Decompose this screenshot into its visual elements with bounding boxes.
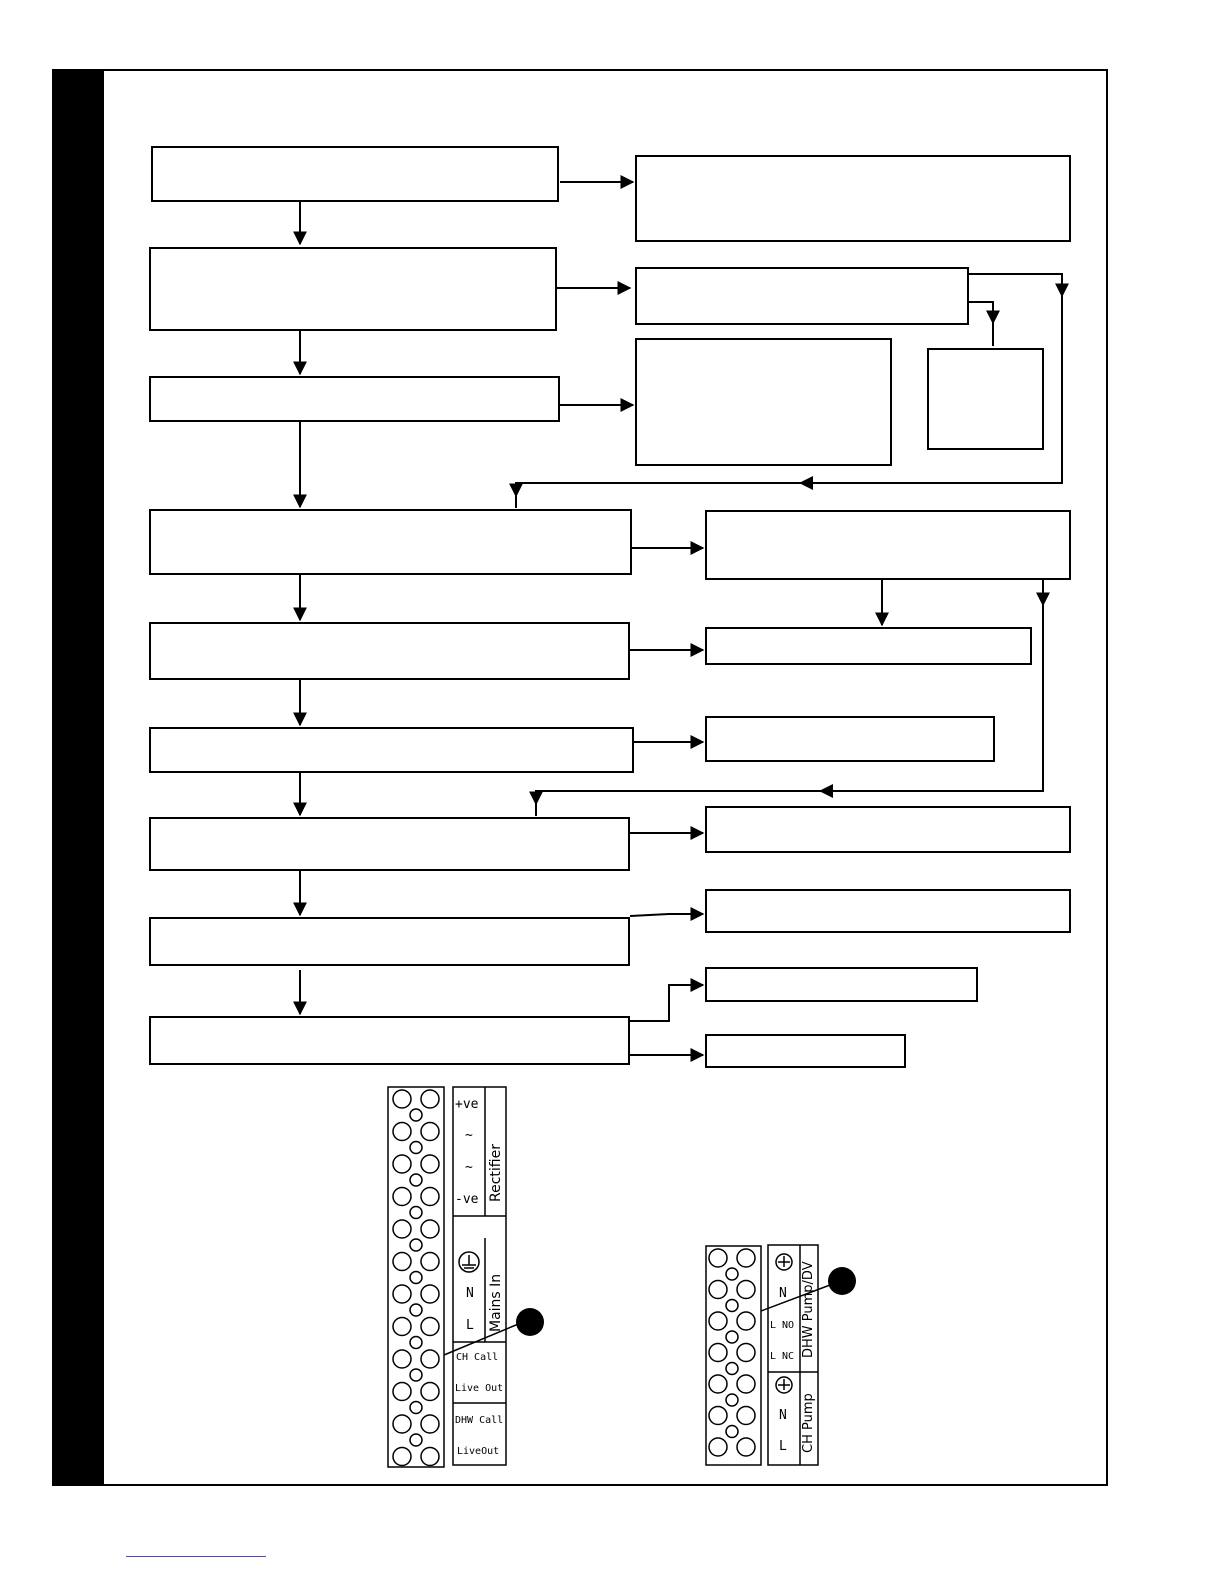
terminal-screw-hole <box>393 1383 411 1401</box>
terminal-screw-hole <box>737 1375 755 1393</box>
terminal-screw-hole <box>410 1402 422 1414</box>
terminal-screw-hole <box>410 1207 422 1219</box>
terminal-screw-hole <box>726 1268 738 1280</box>
left-terminal-strip <box>388 1087 528 1467</box>
terminal-screw-hole <box>737 1407 755 1425</box>
terminal-screw-hole <box>737 1281 755 1299</box>
terminal-screw-hole <box>393 1155 411 1173</box>
terminal-screw-hole <box>421 1253 439 1271</box>
terminal-screw-hole <box>709 1375 727 1393</box>
terminal-screw-hole <box>709 1344 727 1362</box>
terminal-screw-hole <box>410 1239 422 1251</box>
terminal-screw-hole <box>393 1090 411 1108</box>
terminal-screw-hole <box>393 1448 411 1466</box>
terminal-screw-hole <box>410 1272 422 1284</box>
terminal-screw-hole <box>737 1438 755 1456</box>
terminal-screw-hole <box>709 1281 727 1299</box>
terminal-screw-hole <box>393 1285 411 1303</box>
rectifier-terminal-neg: -ve <box>455 1192 479 1207</box>
terminal-screw-hole <box>421 1090 439 1108</box>
terminal-screw-hole <box>421 1220 439 1238</box>
terminal-screw-hole <box>421 1448 439 1466</box>
terminal-screw-hole <box>737 1344 755 1362</box>
terminal-screw-hole <box>393 1188 411 1206</box>
terminal-screw-hole <box>709 1249 727 1267</box>
terminal-screw-hole <box>726 1426 738 1438</box>
ch-pump-terminal-l: L <box>779 1439 787 1454</box>
terminal-screw-hole <box>421 1188 439 1206</box>
terminal-screw-hole <box>709 1407 727 1425</box>
live-out-label-2: LiveOut <box>457 1446 500 1457</box>
terminal-screw-hole <box>410 1109 422 1121</box>
terminal-screw-hole <box>393 1318 411 1336</box>
terminal-screw-hole <box>410 1142 422 1154</box>
terminal-screw-hole <box>421 1285 439 1303</box>
pump-dv-terminal-lno: L NO <box>770 1320 795 1331</box>
rectifier-label: Rectifier <box>488 1144 504 1202</box>
footer-link-underline[interactable] <box>126 1556 266 1557</box>
live-out-label-1: Live Out <box>455 1383 504 1394</box>
terminal-screw-hole <box>421 1383 439 1401</box>
terminal-screw-hole <box>421 1318 439 1336</box>
mains-in-label: Mains In <box>488 1273 504 1332</box>
pump-dv-terminal-lnc: L NC <box>770 1351 795 1362</box>
callout-dot-right <box>828 1267 856 1295</box>
rectifier-terminal-ac1: ~ <box>465 1128 473 1143</box>
terminal-screw-hole <box>421 1155 439 1173</box>
dhw-call-label: DHW Call <box>455 1415 504 1426</box>
terminal-screw-hole <box>709 1438 727 1456</box>
terminal-screw-hole <box>421 1415 439 1433</box>
callout-dot-left <box>516 1308 544 1336</box>
mains-terminal-l: L <box>466 1318 474 1333</box>
terminal-screw-hole <box>410 1369 422 1381</box>
terminal-screw-hole <box>410 1434 422 1446</box>
dhw-pump-dv-label: DHW Pump/DV <box>801 1261 816 1358</box>
terminal-screw-hole <box>410 1174 422 1186</box>
terminal-screw-hole <box>726 1300 738 1312</box>
terminal-screw-hole <box>421 1123 439 1141</box>
mains-terminal-n: N <box>466 1286 474 1301</box>
terminal-screw-hole <box>393 1350 411 1368</box>
rectifier-terminal-ac2: ~ <box>465 1160 473 1175</box>
ch-pump-label: CH Pump <box>801 1393 816 1453</box>
terminal-screw-hole <box>726 1363 738 1375</box>
pump-dv-terminal-n: N <box>779 1286 787 1301</box>
terminal-screw-hole <box>393 1415 411 1433</box>
ch-pump-terminal-n: N <box>779 1408 787 1423</box>
terminal-screw-hole <box>410 1304 422 1316</box>
terminal-screw-hole <box>393 1123 411 1141</box>
terminal-screw-hole <box>737 1312 755 1330</box>
terminal-screw-hole <box>410 1337 422 1349</box>
terminal-screw-hole <box>393 1253 411 1271</box>
ch-call-label: CH Call <box>456 1352 499 1363</box>
terminal-screw-hole <box>726 1331 738 1343</box>
terminal-screw-hole <box>393 1220 411 1238</box>
rectifier-terminal-pos: +ve <box>455 1097 479 1112</box>
terminal-screw-hole <box>737 1249 755 1267</box>
terminal-screw-hole <box>726 1394 738 1406</box>
terminal-screw-hole <box>709 1312 727 1330</box>
terminal-screw-hole <box>421 1350 439 1368</box>
